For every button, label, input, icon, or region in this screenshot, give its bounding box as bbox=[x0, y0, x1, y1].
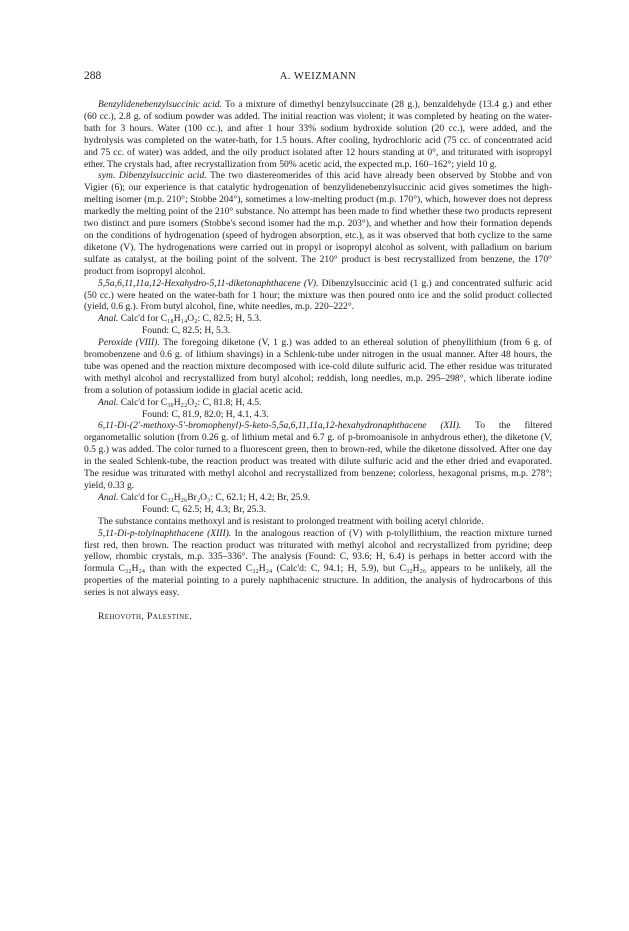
paragraph-title: Benzylidenebenzylsuccinic acid. bbox=[98, 99, 222, 110]
paragraph-benzylidene bbox=[84, 99, 552, 170]
analysis-text: Calc'd for C₁₈H₁₄O₂: C, 82.5; H, 5.3. bbox=[118, 313, 262, 325]
paragraph-text: To the filtered organometallic solution (from 0.26 g. of lithium metal and 6.7 g. of p-bromoanisole in anhydrous ether), the diketone (V, 0.5 g.) was added. The color turned to a fluorescent green, then to brown-red, while the diketone dissolved. After one day in the sealed Schlenk-tube, the reaction product was treated with dilute sulfuric acid and the ether dried and evaporated. The residue was triturated with methyl alcohol and recrystallized from benzene; colorless, hexagonal prisms, m.p. 278°; yield, 0.33 g. bbox=[84, 420, 553, 491]
analysis-calc bbox=[84, 492, 552, 504]
analysis-calc bbox=[84, 313, 552, 325]
analysis-text: Found: C, 81.9, 82.0; H, 4.1, 4.3. bbox=[142, 408, 269, 420]
analysis-text: Calc'd for C₃₂H₂₆Br₂O₃: C, 62.1; H, 4.2; Br, 25.9. bbox=[118, 491, 310, 503]
article-body bbox=[84, 99, 552, 623]
paragraph-title: Peroxide (VIII). bbox=[98, 337, 160, 349]
paragraph-tolylnaphthacene bbox=[84, 528, 552, 599]
paragraph-text: In the analogous reaction of (V) with p-tolyllithium, the reaction mixture turned first red, then brown. The reaction product was triturated with methyl alcohol and recrystallized from pyridine; deep yellow, rhombic crystals, m.p. 335–336°. The analysis (Found: C, 93.6; H, 6.4) is perhaps in better accord with the formula C₃₂H₂₄ than with the expected C₃₂H₂₄ (Calc'd: C, 94.1; H, 5.9), but C₃₂H₂₆ appears to be unlikely, all the properties of the material pointing to a purely naphthacenic structure. In addition, the analysis of hydrocarbons of this series is not always easy. bbox=[84, 527, 552, 599]
paragraph-text: To a mixture of dimethyl benzylsuccinate (28 g.), benzaldehyde (13.4 g.) and ether (60 cc.), 2.8 g. of sodium powder was added. The initial reaction was violent; it was completed by heating on the water-bath for 3 hours. Water (100 cc.), and after 1 hour 33% sodium hydroxide solution (20 cc.), were added, and the hydrolysis was completed on the water-bath, for 1.5 hours. After cooling, hydrochloric acid (75 cc. of concentrated acid and 75 cc. of water) was added, and the oily product isolated after 12 hours standing at 0°, and triturated with isopropyl ether. The crystals had, after recrystallization from 50% acetic acid, the expected m.p. 160–162°; yield 10 g. bbox=[84, 99, 552, 170]
paragraph-text: The foregoing diketone (V, 1 g.) was added to an ethereal solution of phenyllithium (from 6 g. of bromobenzene and 0.6 g. of lithium shavings) in a Schlenk-tube under nitrogen in the usual manner. After 48 hours, the tube was opened and the reaction mixture decomposed with ice-cold dilute sulfuric acid. The ether residue was triturated with methyl alcohol and recrystallized from butyl alcohol; reddish, long needles, m.p. 295–298°, which liberate iodine from a solution of potassium iodide in glacial acetic acid. bbox=[84, 337, 553, 396]
analysis-label: Anal. bbox=[98, 491, 119, 503]
paragraph-peroxide bbox=[84, 337, 552, 397]
analysis-text: Found: C, 62.5; H, 4.3; Br, 25.3. bbox=[142, 503, 267, 515]
paragraph-methoxyl-note bbox=[84, 516, 552, 528]
analysis-text: Found: C, 82.5; H, 5.3. bbox=[142, 325, 231, 337]
analysis-calc bbox=[84, 397, 552, 409]
paragraph-hexahydro bbox=[84, 278, 552, 314]
place-text: Rehovoth, Palestine. bbox=[98, 611, 193, 623]
paragraph-methoxy-bromophenyl bbox=[84, 420, 552, 491]
paragraph-dibenzylsuccinic bbox=[84, 170, 552, 277]
paragraph-text: The two diastereomerides of this acid have already been observed by Stobbe and von Vigier (6); our experience is that catalytic hydrogenation of benzylidenebenzylsuccinic acid gives sometimes the high-melting isomer (m.p. 210°; Stobbe 204°), sometimes a low-melting product (m.p. 170°), which, however does not depress markedly the melting point of the 210° substance. No attempt has been made to find whether these two products represent two distinct and pure isomers (Stobbe's second isomer had the m.p. 203°), and whether and how their formation depends on the conditions of hydrogenation (speed of hydrogen absorption, etc.), as it was observed that both cyclize to the same diketone (V). The hydrogenations were carried out in propyl or isopropyl alcohol as solvent, with palladium on barium sulfate as catalyst, at the boiling point of the solvent. The 210° product is best recrystallized from benzene, the 170° product from isopropyl alcohol. bbox=[84, 170, 553, 277]
paragraph-text: Dibenzylsuccinic acid (1 g.) and concentrated sulfuric acid (50 cc.) were heated on the water-bath for 1 hour; the mixture was then poured onto ice and the solid product collected (yield, 0.6 g.). From butyl alcohol, fine, white needles, m.p. 220–222°. bbox=[84, 277, 552, 313]
paragraph-title: 5,5a,6,11,11a,12-Hexahydro-5,11-diketonaphthacene (V). bbox=[98, 277, 319, 289]
analysis-text: Calc'd for C₃₀H₂₂O₂: C, 81.8; H, 4.5. bbox=[118, 396, 262, 408]
running-head: A. WEIZMANN bbox=[279, 71, 357, 82]
paragraph-title: 6,11-Di-(2′-methoxy-5′-bromophenyl)-5-keto-5,5a,6,11,11a,12-hexahydronaphthacene (XII). bbox=[98, 420, 462, 432]
analysis-found bbox=[84, 325, 552, 337]
affiliation-place bbox=[84, 611, 552, 623]
paragraph-title: 5,11-Di-p-tolylnaphthacene (XIII). bbox=[98, 527, 232, 539]
analysis-label: Anal. bbox=[98, 313, 119, 325]
paragraph-title: sym. Dibenzylsuccinic acid. bbox=[98, 170, 207, 182]
paragraph-text: The substance contains methoxyl and is resistant to prolonged treatment with boiling acetyl chloride. bbox=[98, 515, 484, 527]
analysis-found bbox=[84, 504, 552, 516]
analysis-label: Anal. bbox=[98, 396, 119, 408]
analysis-found bbox=[84, 409, 552, 421]
page-number: 288 bbox=[84, 70, 102, 82]
page-header bbox=[84, 70, 552, 86]
